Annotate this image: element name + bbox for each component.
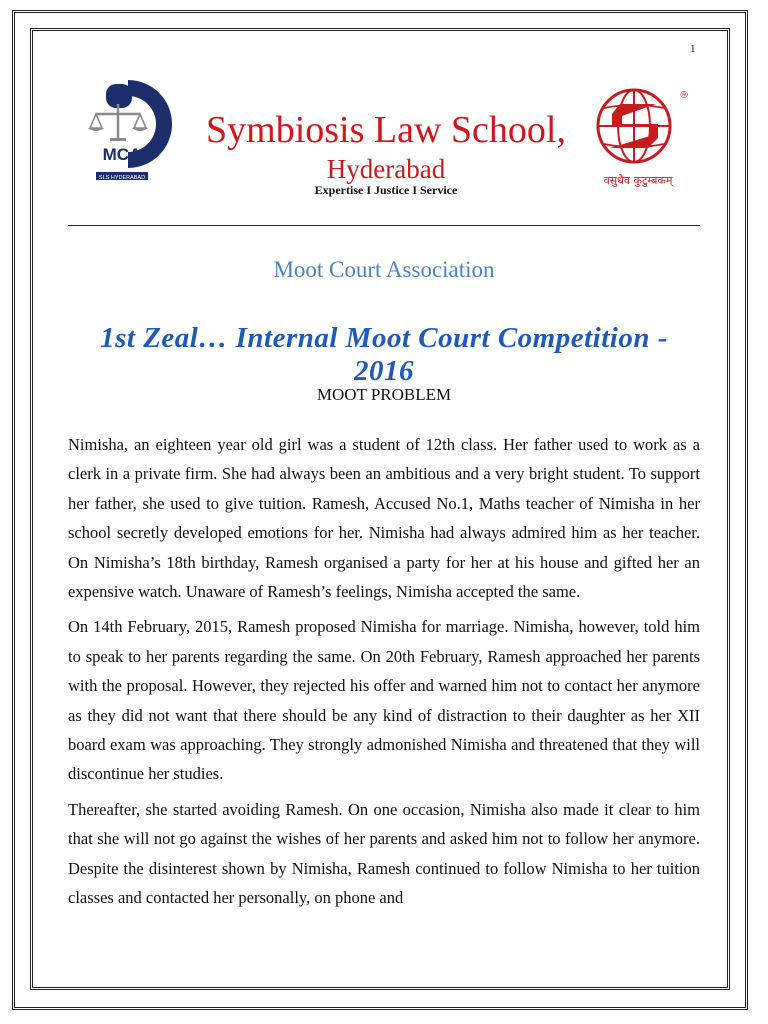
- school-city: Hyderabad: [326, 154, 446, 184]
- school-motto: Expertise I Justice I Service: [314, 183, 458, 197]
- mca-caption: SLS HYDERABAD: [98, 175, 146, 181]
- school-name: Symbiosis Law School,: [206, 109, 566, 151]
- moot-problem-body: [68, 430, 700, 919]
- symbiosis-tagline: वसुधैव कुटुम्बकम्: [603, 174, 673, 187]
- mca-logo: [76, 74, 180, 186]
- paragraph: On 14th February, 2015, Ramesh proposed Nimisha for marriage. Nimisha, however, told him to speak to her parents regarding the same. On 20th February, Ramesh approached her parents with the proposal. However, they rejected his offer and warned him not to contact her anymore as they did not want that there should be any kind of distraction to their daughter as her XII board exam was approaching. They strongly admonished Nimisha and threatened that they will discontinue her studies.: [68, 617, 700, 784]
- paragraph: Thereafter, she started avoiding Ramesh. On one occasion, Nimisha also made it clear to him that she will not go against the wishes of her parents and asked him not to follow her anymore. Despite the disinterest shown by Nimisha, Ramesh continued to follow Nimisha to her tuition classes and contacted her personally, on phone and: [68, 799, 700, 908]
- symbiosis-logo: [580, 84, 700, 194]
- page-number: 1: [690, 43, 696, 55]
- section-title: MOOT PROBLEM: [316, 385, 452, 404]
- competition-title: 1st Zeal… Internal Moot Court Competition - 2016: [100, 322, 668, 387]
- letterhead: [68, 70, 700, 226]
- mca-letters: MCA: [102, 145, 142, 164]
- paragraph: Nimisha, an eighteen year old girl was a student of 12th class. Her father used to work as a clerk in a private firm. She had always been an ambitious and a very bright student. To support her father, she used to give tuition. Ramesh, Accused No.1, Maths teacher of Nimisha in her school secretly developed emotions for her. Nimisha had always admired him as her teacher. On Nimisha’s 18th birthday, Ramesh organised a party for her at his house and gifted her an expensive watch. Unaware of Ramesh’s feelings, Nimisha accepted the same.: [68, 435, 700, 602]
- registered-mark: ®: [680, 90, 688, 101]
- header-divider: [68, 225, 700, 226]
- association-heading: Moot Court Association: [273, 257, 495, 282]
